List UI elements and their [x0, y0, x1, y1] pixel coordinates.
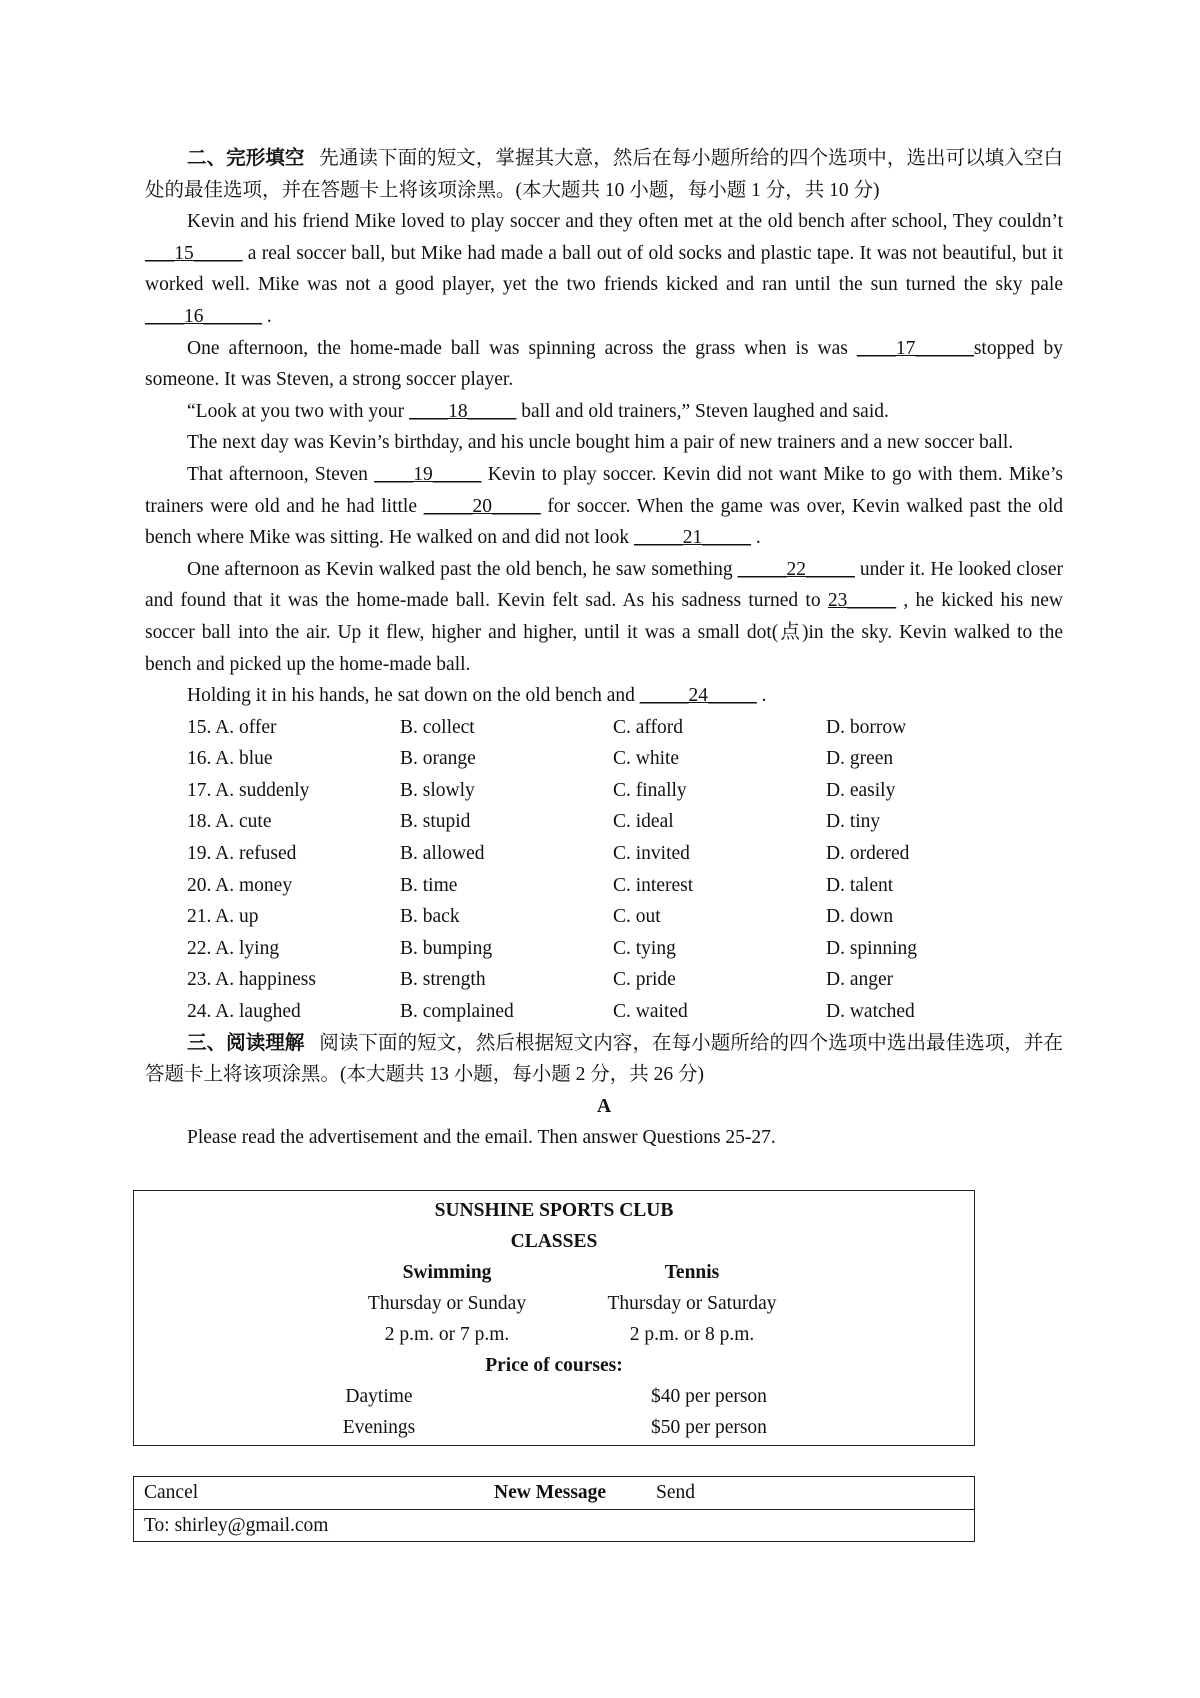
- email-header-row: [134, 1477, 974, 1510]
- blank-16: ____16______: [145, 305, 262, 327]
- email-to-field[interactable]: To: shirley@gmail.com: [144, 1515, 329, 1536]
- advertisement-box: [133, 1190, 975, 1446]
- ad-days-row: [134, 1288, 974, 1319]
- blank-19: ____19_____: [374, 463, 482, 485]
- email-to-row: [134, 1510, 974, 1542]
- ad-row2-price: $50 per person: [651, 1417, 767, 1438]
- blank-20: _____20_____: [423, 495, 541, 517]
- ad-row1-label: Daytime: [345, 1386, 413, 1407]
- blank-21: _____21_____: [634, 527, 752, 549]
- blank-22: _____22_____: [737, 558, 855, 580]
- option-row: 19. A. refused B. allowed C. invited D. ordered: [187, 843, 910, 865]
- passage-paragraph-1: Kevin and his friend Mike loved to play soccer and they often met at the old bench after school, They couldn’t ___15_____ a real soccer ball, but Mike had made a ball out of old socks and plastic tape. It was not beautiful, but it worked well. Mike was not a good player, yet the two friends kicked and ran until the sun turned the sky pale ____16______ .: [145, 211, 1063, 327]
- exam-page: [145, 143, 1063, 1154]
- ad-price-row-1: [134, 1381, 974, 1412]
- section3-heading: 三、阅读理解: [187, 1032, 305, 1054]
- blank-18: ____18_____: [409, 400, 517, 422]
- blank-24: _____24_____: [639, 685, 757, 707]
- ad-col2-times: 2 p.m. or 8 p.m.: [629, 1324, 755, 1345]
- ad-row1-price: $40 per person: [651, 1386, 767, 1407]
- option-row: 22. A. lying B. bumping C. tying D. spinning: [187, 937, 918, 959]
- email-title: New Message: [494, 1482, 607, 1503]
- section2-heading: 二、完形填空: [187, 148, 305, 169]
- ad-price-head: Price of courses:: [485, 1355, 623, 1376]
- email-compose-box: [133, 1476, 975, 1542]
- ad-price-row-2: [134, 1412, 974, 1443]
- cancel-button[interactable]: Cancel: [144, 1482, 199, 1503]
- passage-paragraph-5: That afternoon, Steven ____19_____ Kevin to play soccer. Kevin did not want Mike to go with them. Mike’s trainers were old and he had little _____20_____ for soccer. When the game was over, Kevin walked past the old bench where Mike was sitting. He walked on and did not look _____21_____ .: [145, 463, 1063, 549]
- passage-paragraph-2: One afternoon, the home-made ball was spinning across the grass when is was ____17______stopped by someone. It was Steven, a strong soccer player.: [145, 337, 1063, 391]
- option-row: 17. A. suddenly B. slowly C. finally D. easily: [187, 779, 896, 801]
- section3-instruction: [145, 1028, 1063, 1091]
- passage-paragraph-3: “Look at you two with your ____18_____ ball and old trainers,” Steven laughed and said.: [187, 400, 889, 422]
- option-row: 15. A. offer B. collect C. afford D. borrow: [187, 716, 907, 738]
- option-row: 23. A. happiness B. strength C. pride D. anger: [187, 969, 894, 991]
- blank-23: 23_____: [827, 590, 897, 612]
- section2-instruction: [145, 143, 1063, 206]
- section2-instruction-b: 填入空白处的最佳选项，并在答题卡上将该项涂黑。(本大题共 10 小题，每小题 1 分，共 10 分): [145, 148, 1063, 201]
- part-label: A: [596, 1095, 612, 1117]
- passage-paragraph-6: One afternoon as Kevin walked past the old bench, he saw something _____22_____ under it. He looked closer and found that it was the home-made ball. Kevin felt sad. As his sadness turned to 23_____ , he kicked his new soccer ball into the air. Up it flew, higher and higher, until it was a small dot(点)in the sky. Kevin walked to the bench and picked up the home-made ball.: [145, 558, 1063, 675]
- blank-15: ___15_____: [145, 242, 243, 264]
- option-row: 16. A. blue B. orange C. white D. green: [187, 748, 894, 770]
- options-list: [145, 712, 1063, 1028]
- ad-col2-days: Thursday or Saturday: [607, 1293, 777, 1314]
- ad-title: SUNSHINE SPORTS CLUB: [434, 1200, 674, 1221]
- ad-subtitle: CLASSES: [510, 1231, 598, 1252]
- ad-row2-label: Evenings: [342, 1417, 416, 1438]
- option-row: 20. A. money B. time C. interest D. talent: [187, 874, 894, 896]
- passage-paragraph-7: Holding it in his hands, he sat down on the old bench and _____24_____ .: [187, 685, 767, 707]
- option-row: 24. A. laughed B. complained C. waited D. watched: [187, 1001, 915, 1023]
- ad-col1-days: Thursday or Sunday: [367, 1293, 527, 1314]
- option-row: 18. A. cute B. stupid C. ideal D. tiny: [187, 811, 881, 833]
- section2-instruction-a: 先通读下面的短文，掌握其大意，然后在每小题所给的四个选项中，选出可以: [319, 148, 985, 169]
- ad-col2-head: Tennis: [664, 1262, 720, 1283]
- ad-col1-head: Swimming: [402, 1262, 492, 1283]
- option-row: 21. A. up B. back C. out D. down: [187, 906, 894, 928]
- send-button[interactable]: Send: [656, 1482, 695, 1503]
- section3-instruction-b: 项，并在答题卡上将该项涂黑。(本大题共 13 小题，每小题 2 分，共 26 分): [145, 1032, 1063, 1086]
- ad-times-row: [134, 1319, 974, 1350]
- reading-lead: Please read the advertisement and the email. Then answer Questions 25-27.: [187, 1127, 776, 1149]
- ad-column-heads: [134, 1257, 974, 1288]
- section3-instruction-a: 阅读下面的短文，然后根据短文内容，在每小题所给的四个选项中选出最佳选: [319, 1032, 985, 1054]
- ad-col1-times: 2 p.m. or 7 p.m.: [384, 1324, 510, 1345]
- blank-17: ____17______: [856, 337, 974, 359]
- passage-paragraph-4: The next day was Kevin’s birthday, and his uncle bought him a pair of new trainers and a new soccer ball.: [187, 432, 1014, 454]
